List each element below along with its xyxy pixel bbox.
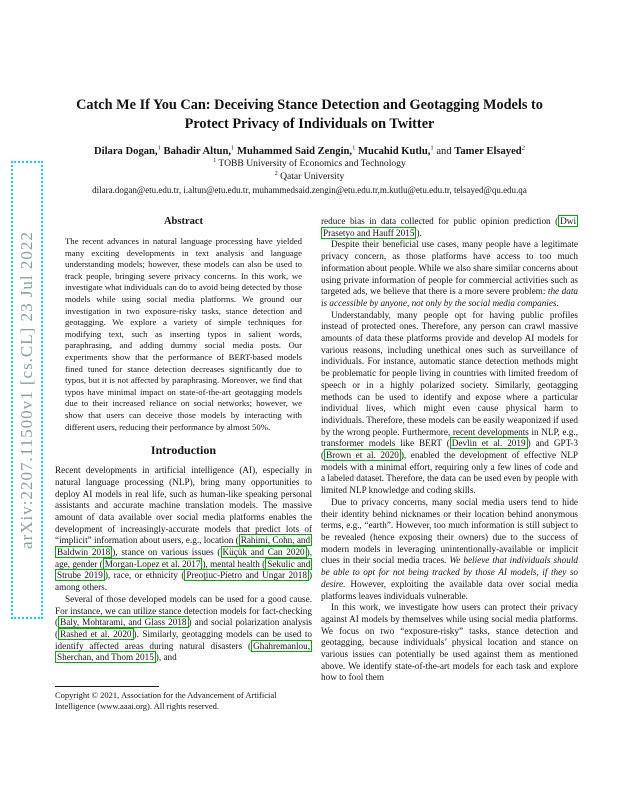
author-line xyxy=(40,146,579,157)
abstract-heading: Abstract xyxy=(163,216,204,227)
text-segment: ) and GPT-3 ( xyxy=(321,438,578,461)
text-segment: We believe that individuals should be able to opt for not being tracked by those AI models, if they so desire. xyxy=(321,555,578,589)
text-segment: Due to privacy concerns, many social media users tend to hide their identity behind nicknames or their location behind anonymous terms, e.g., “earth”. However, too much information is still subject to be revealed (hence exposing their owners) due to the success of modern models in leveraging unintentionally-available or implicit clues in their social media traces. xyxy=(321,496,578,566)
text-segment: reduce bias in data collected for public opinion prediction ( xyxy=(321,216,559,226)
text-segment: 2 xyxy=(521,144,525,152)
text-segment: Understandably, many people opt for having public profiles instead of protected ones. Therefore, any person can crawl massive amounts of data these platforms provide and develop AI models for various reasons, including unethical ones such as surveillance of individuals. For instance, automatic stance detection methods might be problematic for people living in countries with limited freedom of speech or in a highly polarized society. Similarly, geotagging methods can be used to identify and expose where a particular individual lives, which might even cause physical harm to individuals. Therefore, these models can be easily weaponized if used by the wrong people. Furthermore, recent developments in NLP, e.g., transformer models like BERT ( xyxy=(321,309,578,449)
text-segment: ) among others. xyxy=(55,570,312,593)
citation-link[interactable]: Rahimi, Cohn, and Baldwin 2018 xyxy=(57,535,311,558)
text-segment: TOBB University of Economics and Technology xyxy=(216,157,406,169)
paper-title xyxy=(40,96,579,134)
citation-link[interactable]: Küçük and Can 2020 xyxy=(222,547,305,558)
affiliation-line-2 xyxy=(40,171,579,183)
text-segment: 2 xyxy=(274,170,278,177)
text-segment: Despite their beneficial use cases, many people have a legitimate privacy concern, as those platforms have access to too much information about people. While we also share similar concerns about using private information of people for commercial activities such as targeted ads, we believe that there is a more severe problem: xyxy=(321,239,579,297)
text-segment: and xyxy=(433,145,455,157)
body-paragraph-3 xyxy=(321,310,578,497)
intro-paragraph-2 xyxy=(55,594,312,664)
text-segment: In this work, we investigate how users can protect their privacy against AI models by themselves while using social media platforms. We focus on two “exposure-risky” tasks, stance detection and geotagging, because individuals’ physical location and stance on various issues can potentially be used against them as mentioned above. We identify state-of-the-art models for each task and explore how to fool them xyxy=(321,602,578,683)
text-segment: ), race, or ethnicity ( xyxy=(104,570,185,581)
text-segment: 1 xyxy=(231,144,235,152)
text-segment: ), stance on various issues ( xyxy=(112,547,221,558)
arxiv-watermark xyxy=(11,161,43,619)
text-segment: Dilara Dogan, xyxy=(94,145,158,157)
body-paragraph-1 xyxy=(321,216,578,239)
column-left xyxy=(55,216,312,664)
citation-link[interactable]: Sekulic and Strube 2019 xyxy=(57,558,311,581)
text-segment: ). Similarly, geotagging models can be used to identify affected areas during natural disasters ( xyxy=(55,628,313,651)
copyright-footnote xyxy=(55,686,312,712)
text-segment: ) and social polarization analysis ( xyxy=(55,617,312,639)
citation-link[interactable]: Devlin et al. 2019 xyxy=(451,438,526,449)
abstract-text: The recent advances in natural language processing have yielded many exciting developments in text analysis and language understanding models; however, these models can also be used to track people, bringing severe privacy concerns. In this work, we investigate what individuals can do to avoid being detected by those models while using social media platforms. We ground our investigation in two exposure-risky tasks, stance detection and geotagging. We explore a variety of simple techniques for modifying text, such as inserting typos in salient words, paraphrasing, and adding dummy social media posts. Our experiments show that the performance of BERT-based models fined tuned for stance detection decreases significantly due to typos, but it is not affected by paraphrasing. Moreover, we find that typos have minimal impact on state-of-the-art geotagging models due to their increased reliance on social networks; however, we show that users can deceive those models by interacting with different users, reducing their performance by almost 50%. xyxy=(65,236,302,432)
citation-link[interactable]: Preoţiuc-Pietro and Ungar 2018 xyxy=(186,570,307,581)
text-segment: Muhammed Said Zengin, xyxy=(236,145,353,157)
introduction-heading: Introduction xyxy=(150,443,217,458)
text-segment: 1 xyxy=(213,157,217,164)
body-paragraph-5 xyxy=(321,602,578,684)
footnote-rule xyxy=(55,686,159,687)
text-segment: Qatar University xyxy=(277,170,345,182)
text-segment: 1 xyxy=(430,144,434,152)
citation-link[interactable]: Dwi Prasetyo and Hauff 2015 xyxy=(323,216,576,238)
arxiv-watermark-text: arXiv:2207.11500v1 [cs.CL] 23 Jul 2022 xyxy=(17,231,36,549)
citation-link[interactable]: Brown et al. 2020 xyxy=(326,450,399,461)
body-paragraph-2 xyxy=(321,239,578,309)
body-paragraph-4 xyxy=(321,497,578,602)
title-line-1: Catch Me If You Can: Deceiving Stance Detection and Geotagging Models to xyxy=(76,97,543,113)
title-line-2: Protect Privacy of Individuals on Twitter xyxy=(184,115,435,132)
text-segment: Several of those developed models can be used for a good cause. For instance, we can utilize stance detection models for fact-checking ( xyxy=(55,593,312,628)
text-segment: the data is accessible by anyone, not only by the social media companies. xyxy=(321,286,578,308)
email-line: dilara.dogan@etu.edu.tr, i.altun@etu.edu.tr, muhammedsaid.zengin@etu.edu.tr,m.kutlu@etu.edu.tr, telsayed@qu.edu.qa xyxy=(92,184,527,195)
citation-link[interactable]: Baly, Mohtarami, and Glass 2018 xyxy=(60,617,187,628)
text-segment: ). xyxy=(416,227,422,238)
citation-link[interactable]: Morgan-Lopez et al. 2017 xyxy=(104,558,201,569)
column-right xyxy=(321,216,578,684)
intro-paragraph-1 xyxy=(55,465,312,594)
citation-link[interactable]: Rashed et al. 2020 xyxy=(60,628,132,639)
copyright-text: Copyright © 2021, Association for the Advancement of Artificial Intelligence (www.aaai.org). All rights reserved. xyxy=(55,690,277,711)
text-segment: Recent developments in artificial intelligence (AI), especially in natural language processing (NLP), bring many opportunities to deploy AI models in real life, such as human-like speaking personal assistants and accurate machine translation models. The massive amount of data available over social media platforms enables the development of increasingly-accurate models that predict lots of “implicit” information about users, e.g., location ( xyxy=(55,465,312,546)
paper-header xyxy=(40,96,579,195)
text-segment: Mucahid Kutlu, xyxy=(358,145,431,157)
text-segment: ), mental health ( xyxy=(202,558,266,569)
text-segment: ), and xyxy=(155,652,177,663)
affiliation-line-1 xyxy=(40,158,579,170)
text-segment: Bahadir Altun, xyxy=(163,145,232,157)
text-segment: Tamer Elsayed xyxy=(454,145,522,157)
text-segment: However, exploiting the available data over social media platforms leaves individuals vulnerable. xyxy=(321,578,578,601)
text-segment: ), age, gender ( xyxy=(55,547,313,569)
text-segment: 1 xyxy=(352,144,356,152)
text-segment: ), enabled the development of effective NLP models with a minimal effort, requiring only a few lines of code and a labeled dataset. Therefore, the data can be used even by people with limited NLP knowledge and coding skills. xyxy=(321,450,578,496)
text-segment: 1 xyxy=(157,144,161,152)
citation-link[interactable]: Ghahremanlou, Sherchan, and Thom 2015 xyxy=(57,640,310,663)
